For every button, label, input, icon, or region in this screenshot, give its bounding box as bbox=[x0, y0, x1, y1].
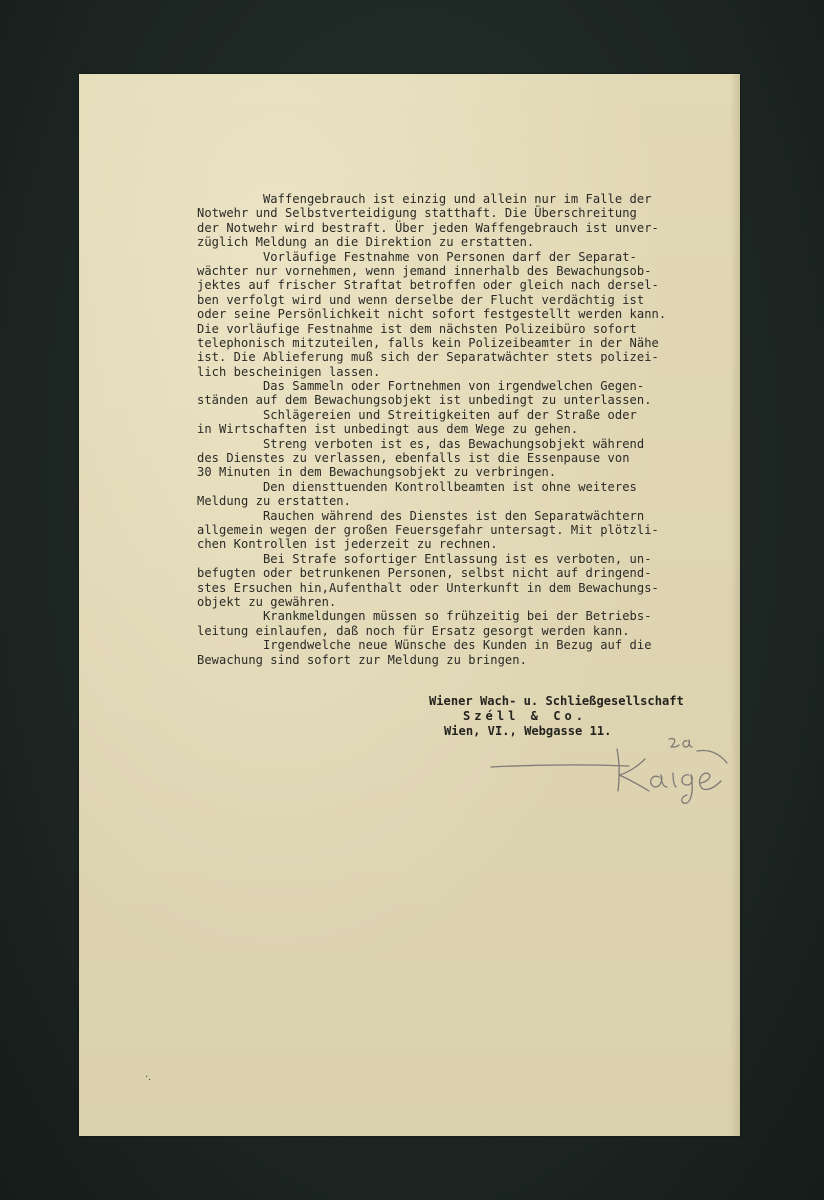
body-text-line: züglich Meldung an die Direktion zu erstatten. bbox=[197, 235, 535, 250]
body-text-line: in Wirtschaften ist unbedingt aus dem Wege zu gehen. bbox=[197, 422, 579, 437]
body-text-line: Den diensttuenden Kontrollbeamten ist ohne weiteres bbox=[197, 479, 637, 494]
signature-address: Wien, VI., Webgasse 11. bbox=[444, 724, 612, 738]
body-text-line: Bei Strafe sofortiger Entlassung ist es verboten, un- bbox=[197, 551, 652, 566]
body-text-line: jektes auf frischer Straftat betroffen oder gleich nach dersel- bbox=[197, 278, 659, 293]
body-text-line: ben verfolgt wird und wenn derselbe der Flucht verdächtig ist bbox=[197, 292, 645, 307]
signature-owner-name: Széll & Co. bbox=[463, 709, 588, 723]
body-text-line: Irgendwelche neue Wünsche des Kunden in Bezug auf die bbox=[197, 638, 652, 653]
body-text-line: leitung einlaufen, daß noch für Ersatz gesorgt werden kann. bbox=[197, 623, 630, 638]
body-text-line: Notwehr und Selbstverteidigung statthaft. Die Überschreitung bbox=[197, 206, 637, 221]
body-text-line: Die vorläufige Festnahme ist dem nächsten Polizeibüro sofort bbox=[197, 321, 637, 336]
body-text-line: befugten oder betrunkenen Personen, selbst nicht auf dringend- bbox=[197, 566, 652, 581]
document-sheet bbox=[79, 74, 740, 1136]
body-text-line: allgemein wegen der großen Feuersgefahr untersagt. Mit plötzli- bbox=[197, 522, 659, 537]
body-text-line: Bewachung sind sofort zur Meldung zu bringen. bbox=[197, 652, 527, 667]
body-text-line: 30 Minuten in dem Bewachungsobjekt zu verbringen. bbox=[197, 465, 557, 480]
body-text-line: telephonisch mitzuteilen, falls kein Polizeibeamter in der Nähe bbox=[197, 335, 659, 350]
body-text-line: Streng verboten ist es, das Bewachungsobjekt während bbox=[197, 436, 645, 451]
signature-company-name: Wiener Wach- u. Schließgesellschaft bbox=[429, 694, 684, 708]
body-text-line: chen Kontrollen ist jederzeit zu rechnen. bbox=[197, 537, 498, 552]
body-text-line: wächter nur vornehmen, wenn jemand innerhalb des Bewachungsob- bbox=[197, 263, 652, 278]
body-text-line: ist. Die Ablieferung muß sich der Separatwächter stets polizei- bbox=[197, 350, 659, 365]
body-text-line: ständen auf dem Bewachungsobjekt ist unbedingt zu unterlassen. bbox=[197, 393, 652, 408]
body-text-line: lich bescheinigen lassen. bbox=[197, 364, 381, 379]
body-text-line: Rauchen während des Dienstes ist den Separatwächtern bbox=[197, 508, 645, 523]
body-text-line: Waffengebrauch ist einzig und allein nur im Falle der bbox=[197, 192, 652, 206]
handwritten-signature bbox=[489, 729, 739, 809]
body-text-line: Das Sammeln oder Fortnehmen von irgendwelchen Gegen- bbox=[197, 379, 645, 394]
body-text-line: der Notwehr wird bestraft. Über jeden Waffengebrauch ist unver- bbox=[197, 220, 659, 235]
body-text-line: stes Ersuchen hin,Aufenthalt oder Unterkunft in dem Bewachungs- bbox=[197, 580, 659, 595]
body-text-line: objekt zu gewähren. bbox=[197, 594, 337, 609]
body-text-line: Meldung zu erstatten. bbox=[197, 494, 351, 509]
margin-mark: ·. bbox=[145, 1072, 152, 1083]
body-text-line: oder seine Persönlichkeit nicht sofort festgestellt werden kann. bbox=[197, 307, 667, 322]
body-text-line: des Dienstes zu verlassen, ebenfalls ist die Essenpause von bbox=[197, 451, 630, 466]
typed-body-text bbox=[197, 192, 717, 667]
body-text-line: Vorläufige Festnahme von Personen darf der Separat- bbox=[197, 249, 637, 264]
body-text-line: Schlägereien und Streitigkeiten auf der Straße oder bbox=[197, 407, 637, 422]
body-text-line: Krankmeldungen müssen so frühzeitig bei der Betriebs- bbox=[197, 609, 652, 624]
